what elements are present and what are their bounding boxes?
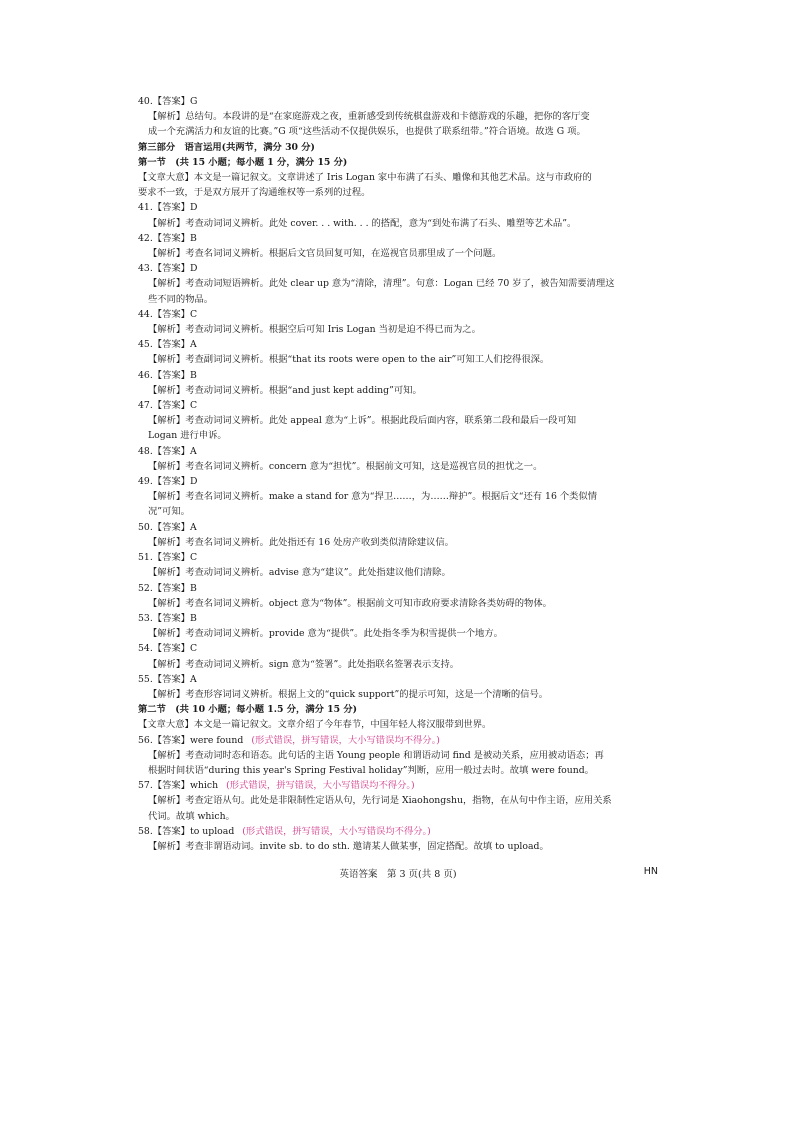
q55-analysis: 【解析】考查形容词词义辨析。根据上文的“quick support”的提示可知，这是一个清晰的信号。: [148, 688, 549, 700]
q42-answer: 42.【答案】B: [138, 232, 197, 244]
q43-analysis-1: 【解析】考查动词短语辨析。此处 clear up 意为“清除，清理”。句意：Logan 已经 70 岁了，被告知需要清理这: [148, 278, 615, 290]
q44-analysis: 【解析】考查动词词义辨析。根据空后可知 Iris Logan 当初是迫不得已而为之。: [148, 324, 481, 336]
section1-summary-1: 【文章大意】本文是一篇记叙文。文章讲述了 Iris Logan 家中布满了石头、雕像和其他艺术品。这与市政府的: [138, 172, 592, 184]
q50-analysis: 【解析】考查名词词义辨析。此处指还有 16 处房产收到类似清除建议信。: [148, 536, 454, 548]
q49-answer: 49.【答案】D: [138, 476, 198, 488]
q43-analysis-2: 些不同的物品。: [148, 293, 214, 305]
q52-answer: 52.【答案】B: [138, 582, 197, 594]
q47-answer: 47.【答案】C: [138, 400, 198, 412]
q53-answer: 53.【答案】B: [138, 612, 197, 624]
q42-analysis: 【解析】考查名词词义辨析。根据后文官员回复可知，在巡视官员那里成了一个问题。: [148, 248, 502, 260]
q40-analysis-2: 成一个充满活力和友谊的比赛。”G 项“这些活动不仅提供娱乐，也提供了联系纽带。”符合语境。故选 G 项。: [148, 126, 586, 138]
q56-grading-note: (形式错误，拼写错误，大小写错误均不得分。): [251, 734, 440, 746]
q53-analysis: 【解析】考查动词词义辨析。provide 意为“提供”。此处指冬季为积雪提供一个地方。: [148, 628, 503, 640]
part3-heading: 第三部分 语言运用(共两节，满分 30 分): [138, 141, 315, 153]
q57-analysis-2: 代词。故填 which。: [148, 810, 235, 822]
q48-analysis: 【解析】考查名词词义辨析。concern 意为“担忧”。根据前文可知，这是巡视官员的担忧之一。: [148, 460, 543, 472]
q49-analysis-2: 况”可知。: [148, 506, 190, 518]
q54-analysis: 【解析】考查动词词义辨析。sign 意为“签署”。此处指联名签署表示支持。: [148, 658, 460, 670]
q46-answer: 46.【答案】B: [138, 369, 197, 381]
q51-answer: 51.【答案】C: [138, 552, 198, 564]
region-code: HN: [643, 866, 658, 877]
q58-answer: 58.【答案】to upload: [138, 825, 235, 837]
q58-analysis: 【解析】考查非谓语动词。invite sb. to do sth. 邀请某人做某事，固定搭配。故填 to upload。: [148, 840, 549, 852]
q40-analysis-1: 【解析】总结句。本段讲的是“在家庭游戏之夜，重新感受到传统棋盘游戏和卡德游戏的乐趣，把你的客厅变: [148, 111, 590, 123]
q43-answer: 43.【答案】D: [138, 263, 198, 275]
section2-summary: 【文章大意】本文是一篇记叙文。文章介绍了今年春节，中国年轻人将汉服带到世界。: [138, 719, 492, 731]
q47-analysis-1: 【解析】考查动词词义辨析。此处 appeal 意为“上诉”。根据此段后面内容，联系第二段和最后一段可知: [148, 415, 577, 427]
q46-analysis: 【解析】考查动词词义辨析。根据“and just kept adding”可知。: [148, 384, 422, 396]
page-number: 英语答案 第 3 页(共 8 页): [339, 869, 457, 880]
q58-answer-row: [138, 824, 658, 839]
q48-answer: 48.【答案】A: [138, 445, 197, 457]
q52-analysis: 【解析】考查名词词义辨析。object 意为“物体”。根据前文可知市政府要求清除各类妨碍的物体。: [148, 597, 552, 609]
answer-document: [138, 94, 658, 854]
q49-analysis-1: 【解析】考查名词词义辨析。make a stand for 意为“捍卫……，为……辩护”。根据后文“还有 16 个类似情: [148, 491, 598, 503]
q56-analysis-1: 【解析】考查动词时态和语态。此句话的主语 Young people 和谓语动词 find 是被动关系，应用被动语态；再: [148, 749, 604, 761]
q55-answer: 55.【答案】A: [138, 673, 197, 685]
q41-analysis: 【解析】考查动词词义辨析。此处 cover. . . with. . . 的搭配，意为“到处布满了石头、雕塑等艺术品”。: [148, 217, 577, 229]
q57-analysis-1: 【解析】考查定语从句。此处是非限制性定语从句，先行词是 Xiaohongshu，指物，在从句中作主语，应用关系: [148, 795, 612, 807]
q45-answer: 45.【答案】A: [138, 339, 197, 351]
section2-heading: 第二节 (共 10 小题；每小题 1.5 分，满分 15 分): [138, 704, 358, 716]
q58-grading-note: (形式错误，拼写错误，大小写错误均不得分。): [242, 825, 431, 837]
q57-grading-note: (形式错误，拼写错误，大小写错误均不得分。): [226, 780, 415, 792]
section1-heading: 第一节 (共 15 小题；每小题 1 分，满分 15 分): [138, 156, 348, 168]
q56-answer: 56.【答案】were found: [138, 734, 244, 746]
q44-answer: 44.【答案】C: [138, 308, 198, 320]
q54-answer: 54.【答案】C: [138, 643, 198, 655]
section1-summary-2: 要求不一致，于是双方展开了沟通维权等一系列的过程。: [138, 187, 371, 199]
q56-analysis-2: 根据时间状语“during this year's Spring Festival holiday”判断，应用一般过去时。故填 were found。: [148, 764, 594, 776]
q41-answer: 41.【答案】D: [138, 202, 198, 214]
q57-answer-row: [138, 778, 658, 793]
q45-analysis: 【解析】考查副词词义辨析。根据“that its roots were open to the air”可知工人们挖得很深。: [148, 354, 550, 366]
page-footer: [138, 866, 658, 880]
q40-answer: 40.【答案】G: [138, 96, 198, 107]
q57-answer: 57.【答案】which: [138, 780, 219, 792]
q51-analysis: 【解析】考查动词词义辨析。advise 意为“建议”。此处指建议他们清除。: [148, 567, 451, 579]
q47-analysis-2: Logan 进行申诉。: [148, 430, 227, 442]
q56-answer-row: [138, 733, 658, 748]
q50-answer: 50.【答案】A: [138, 521, 197, 533]
